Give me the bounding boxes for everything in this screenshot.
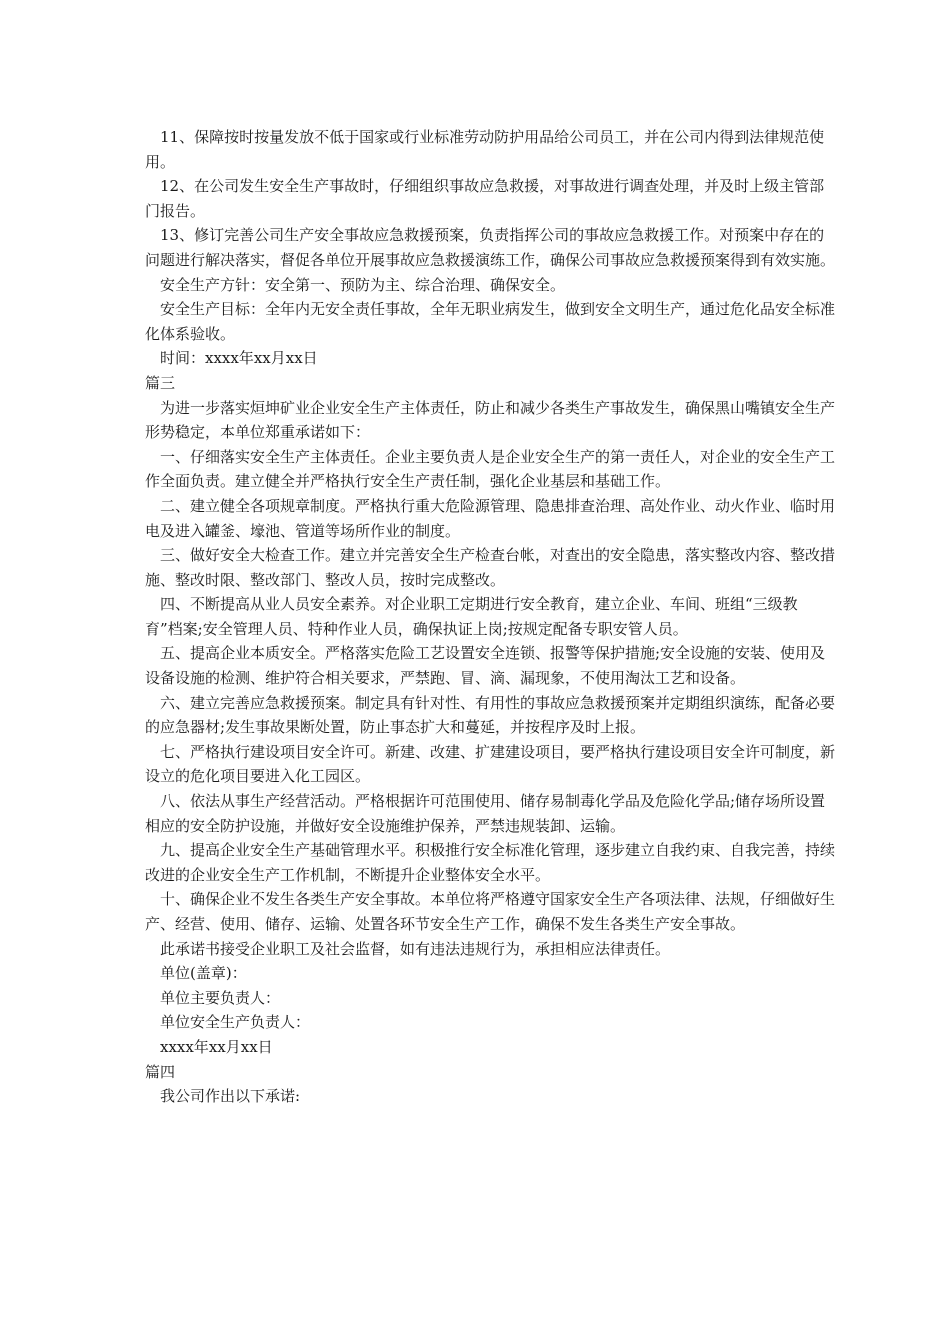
paragraph: 五、提高企业本质安全。严格落实危险工艺设置安全连锁、报警等保护措施;安全设施的安装、使用及设备设施的检测、维护符合相关要求，严禁跑、冒、滴、漏现象，不使用淘汰工艺和设备。 [145, 644, 826, 688]
paragraph: 六、建立完善应急救援预案。制定具有针对性、有用性的事故应急救援预案并定期组织演练，配备必要的应急器材;发生事故果断处置，防止事态扩大和蔓延，并按程序及时上报。 [145, 693, 836, 737]
document-body [145, 125, 835, 1109]
date-line: 时间：xxxx年xx月xx日 [160, 349, 318, 368]
paragraph: 七、严格执行建设项目安全许可。新建、改建、扩建建设项目，要严格执行建设项目安全许可制度，新设立的危化项目要进入化工园区。 [145, 742, 836, 786]
paragraph: 11、保障按时按量发放不低于国家或行业标准劳动防护用品给公司员工，并在公司内得到法律规范使用。 [145, 128, 825, 171]
paragraph: 为进一步落实烜坤矿业企业安全生产主体责任，防止和减少各类生产事故发生，确保黑山嘴镇安全生产形势稳定，本单位郑重承诺如下： [145, 398, 836, 442]
signature-safety-officer: 单位安全生产负责人： [160, 1013, 311, 1032]
signature-unit: 单位(盖章)： [160, 964, 247, 983]
paragraph: 十、确保企业不发生各类生产安全事故。本单位将严格遵守国家安全生产各项法律、法规，仔细做好生产、经营、使用、储存、运输、处置各环节安全生产工作，确保不发生各类生产安全事故。 [145, 890, 836, 933]
paragraph: 九、提高企业安全生产基础管理水平。积极推行安全标准化管理，逐步建立自我约束、自我完善，持续改进的企业安全生产工作机制，不断提升企业整体安全水平。 [145, 841, 836, 884]
paragraph: 一、仔细落实安全生产主体责任。企业主要负责人是企业安全生产的第一责任人，对企业的安全生产工作全面负责。建立健全并严格执行安全生产责任制，强化企业基层和基础工作。 [145, 447, 836, 491]
signature-principal: 单位主要负责人： [160, 988, 281, 1007]
paragraph: 安全生产方针：安全第一、预防为主、综合治理、确保安全。 [160, 275, 566, 294]
section-heading: 篇三 [145, 373, 176, 392]
paragraph: 此承诺书接受企业职工及社会监督，如有违法违规行为，承担相应法律责任。 [160, 939, 671, 958]
paragraph: 二、建立健全各项规章制度。严格执行重大危险源管理、隐患排查治理、高处作业、动火作业、临时用电及进入罐釜、壕池、管道等场所作业的制度。 [145, 496, 836, 540]
paragraph: 安全生产目标：全年内无安全责任事故，全年无职业病发生，做到安全文明生产，通过危化品安全标准化体系验收。 [145, 300, 836, 343]
paragraph: 八、依法从事生产经营活动。严格根据许可范围使用、储存易制毒化学品及危险化学品;储存场所设置相应的安全防护设施，并做好安全设施维护保养，严禁违规装卸、运输。 [145, 792, 826, 835]
paragraph: 12、在公司发生安全生产事故时，仔细组织事故应急救援，对事故进行调查处理，并及时上级主管部门报告。 [145, 177, 825, 220]
paragraph: 我公司作出以下承诺: [160, 1087, 301, 1106]
section-heading: 篇四 [145, 1062, 176, 1081]
paragraph: 四、不断提高从业人员安全素养。对企业职工定期进行安全教育，建立企业、车间、班组“三级教育”档案;安全管理人员、特种作业人员，确保执证上岗;按规定配备专职安管人员。 [145, 595, 798, 638]
paragraph: 13、修订完善公司生产安全事故应急救援预案，负责指挥公司的事故应急救援工作。对预案中存在的问题进行解决落实，督促各单位开展事故应急救援演练工作，确保公司事故应急救援预案得到有效实施。 [145, 226, 836, 269]
date-line: xxxx年xx月xx日 [160, 1037, 273, 1056]
paragraph: 三、做好安全大检查工作。建立并完善安全生产检查台帐，对查出的安全隐患，落实整改内容、整改措施、整改时限、整改部门、整改人员，按时完成整改。 [145, 546, 836, 589]
